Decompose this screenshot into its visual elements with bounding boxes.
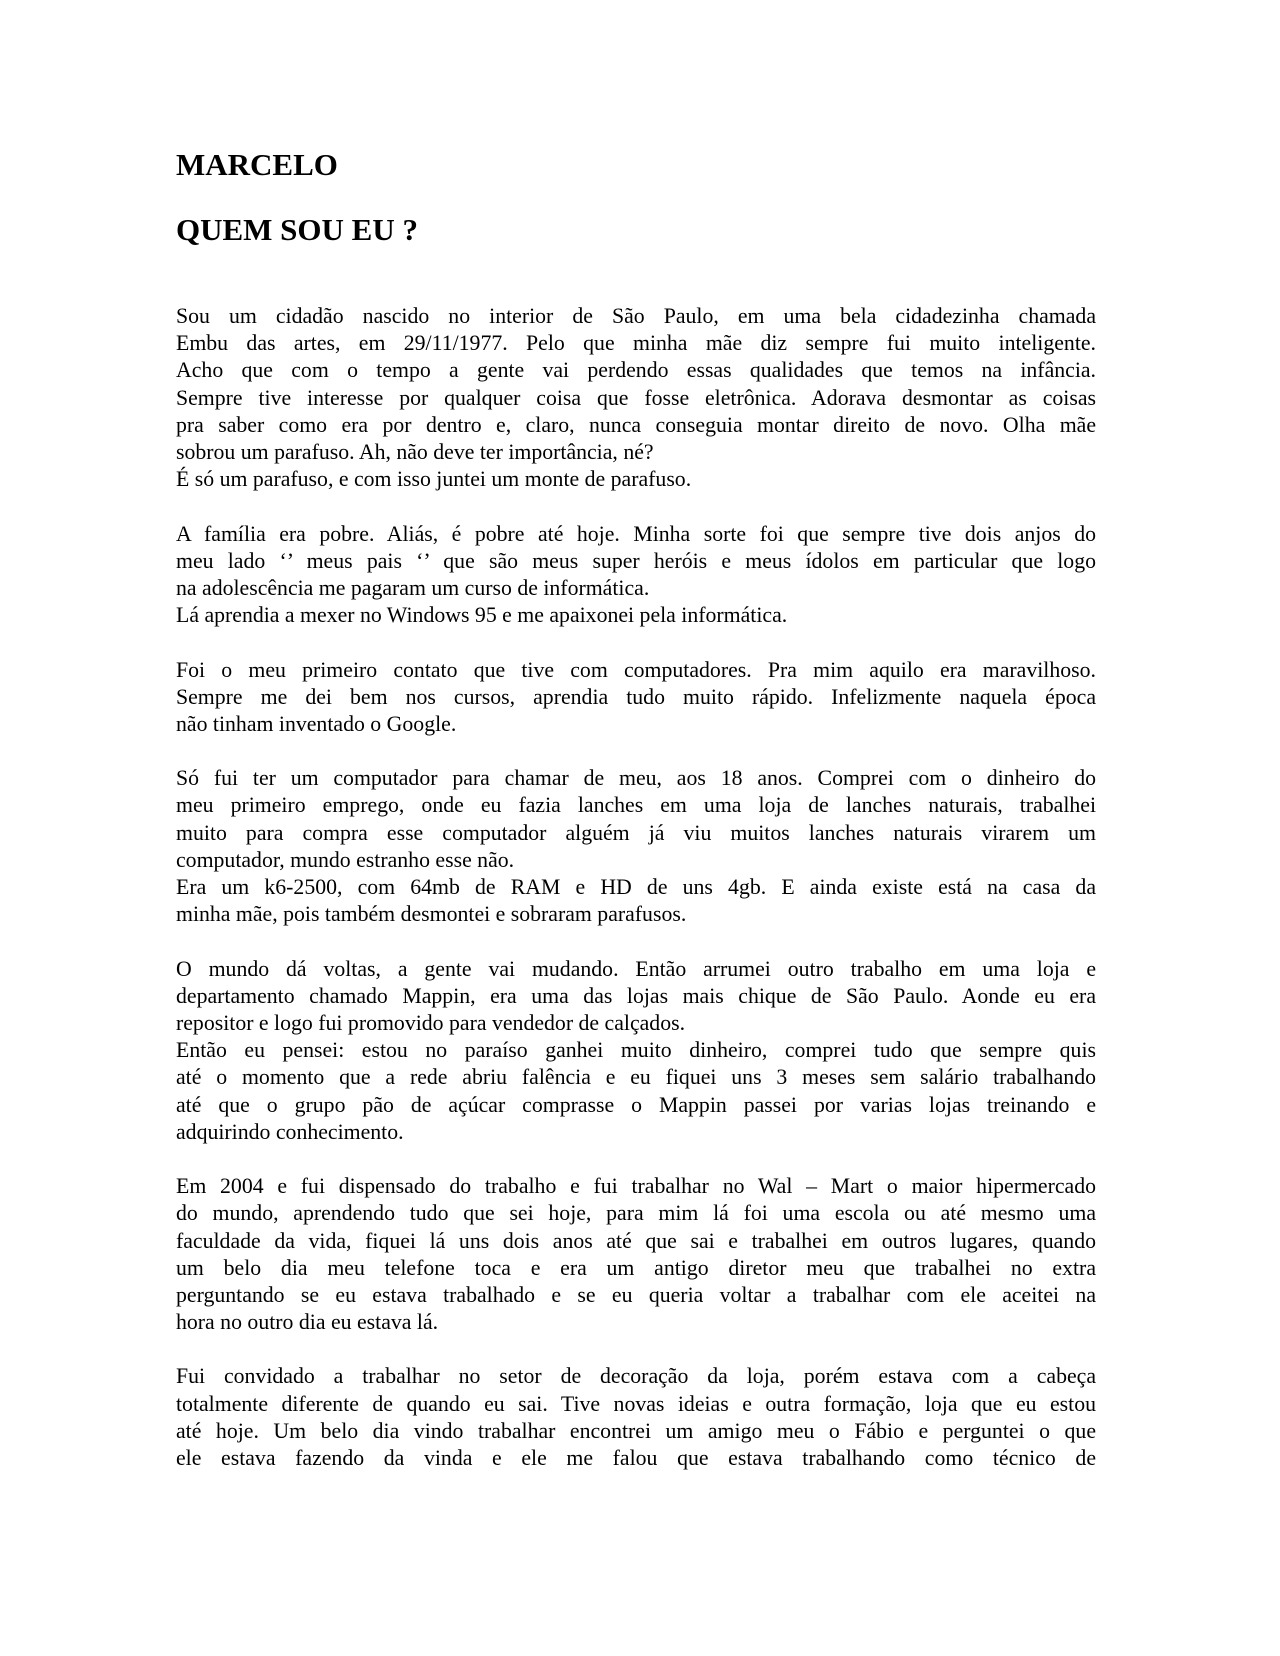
- text-line: até que o grupo pão de açúcar comprasse o Mappin passei por varias lojas treinando e: [176, 1092, 1096, 1117]
- text-line: um belo dia meu telefone toca e era um antigo diretor meu que trabalhei no extra: [176, 1255, 1096, 1280]
- page-title: MARCELO: [176, 147, 338, 182]
- text-line: Sou um cidadão nascido no interior de São Paulo, em uma bela cidadezinha chamada: [176, 304, 1096, 328]
- text-line: muito para compra esse computador alguém já viu muitos lanches naturais virarem um: [176, 820, 1096, 845]
- paragraph: [176, 657, 1096, 739]
- text-line: até hoje. Um belo dia vindo trabalhar encontrei um amigo meu o Fábio e perguntei o que: [176, 1418, 1096, 1443]
- text-line: adquirindo conhecimento.: [176, 1119, 404, 1144]
- document-page: [176, 0, 1096, 1656]
- text-line: totalmente diferente de quando eu sai. Tive novas ideias e outra formação, loja que eu estou: [176, 1391, 1096, 1416]
- text-line: computador, mundo estranho esse não.: [176, 847, 515, 872]
- document-body: [176, 303, 1096, 1499]
- text-line: Lá aprendia a mexer no Windows 95 e me apaixonei pela informática.: [176, 603, 788, 628]
- text-line: A família era pobre. Aliás, é pobre até hoje. Minha sorte foi que sempre tive dois anjos do: [176, 521, 1096, 546]
- text-line: Sempre tive interesse por qualquer coisa que fosse eletrônica. Adorava desmontar as coisas: [176, 385, 1096, 410]
- paragraph: [176, 1363, 1096, 1472]
- text-line: departamento chamado Mappin, era uma das lojas mais chique de São Paulo. Aonde eu era: [176, 983, 1096, 1008]
- text-line: Foi o meu primeiro contato que tive com computadores. Pra mim aquilo era maravilhoso.: [176, 657, 1096, 682]
- text-line: repositor e logo fui promovido para vendedor de calçados.: [176, 1010, 686, 1035]
- page-subtitle: QUEM SOU EU ?: [176, 212, 418, 247]
- text-line: O mundo dá voltas, a gente vai mudando. Então arrumei outro trabalho em uma loja e: [176, 956, 1096, 981]
- text-line: meu primeiro emprego, onde eu fazia lanches em uma loja de lanches naturais, trabalhei: [176, 793, 1096, 818]
- text-line: perguntando se eu estava trabalhado e se eu queria voltar a trabalhar com ele aceitei na: [176, 1282, 1096, 1307]
- text-line: Então eu pensei: estou no paraíso ganhei muito dinheiro, comprei tudo que sempre quis: [176, 1038, 1096, 1063]
- text-line: Embu das artes, em 29/11/1977. Pelo que minha mãe diz sempre fui muito inteligente.: [176, 331, 1096, 356]
- text-line: do mundo, aprendendo tudo que sei hoje, para mim lá foi uma escola ou até mesmo uma: [176, 1201, 1096, 1226]
- paragraph: [176, 303, 1096, 493]
- paragraph: [176, 521, 1096, 630]
- text-line: na adolescência me pagaram um curso de informática.: [176, 575, 650, 600]
- text-line: Sempre me dei bem nos cursos, aprendia tudo muito rápido. Infelizmente naquela época: [176, 684, 1096, 709]
- text-line: até o momento que a rede abriu falência e eu fiquei uns 3 meses sem salário trabalhando: [176, 1065, 1096, 1090]
- text-line: Acho que com o tempo a gente vai perdendo essas qualidades que temos na infância.: [176, 358, 1096, 383]
- text-line: não tinham inventado o Google.: [176, 711, 457, 736]
- text-line: hora no outro dia eu estava lá.: [176, 1310, 439, 1335]
- text-line: minha mãe, pois também desmontei e sobraram parafusos.: [176, 902, 687, 927]
- text-line: Era um k6-2500, com 64mb de RAM e HD de uns 4gb. E ainda existe está na casa da: [176, 875, 1096, 900]
- text-line: Só fui ter um computador para chamar de meu, aos 18 anos. Comprei com o dinheiro do: [176, 766, 1096, 791]
- text-line: sobrou um parafuso. Ah, não deve ter importância, né?: [176, 439, 654, 464]
- paragraph: [176, 1173, 1096, 1336]
- text-line: ele estava fazendo da vinda e ele me falou que estava trabalhando como técnico de: [176, 1446, 1096, 1471]
- text-line: pra saber como era por dentro e, claro, nunca conseguia montar direito de novo. Olha mãe: [176, 412, 1096, 437]
- text-line: É só um parafuso, e com isso juntei um monte de parafuso.: [176, 467, 692, 492]
- text-line: Fui convidado a trabalhar no setor de decoração da loja, porém estava com a cabeça: [176, 1364, 1096, 1389]
- text-line: Em 2004 e fui dispensado do trabalho e fui trabalhar no Wal – Mart o maior hipermercado: [176, 1174, 1096, 1199]
- paragraph: [176, 765, 1096, 928]
- text-line: meu lado ‘’ meus pais ‘’ que são meus super heróis e meus ídolos em particular que logo: [176, 548, 1096, 573]
- paragraph: [176, 956, 1096, 1146]
- text-line: faculdade da vida, fiquei lá uns dois anos até que sai e trabalhei em outros lugares, quando: [176, 1228, 1096, 1253]
